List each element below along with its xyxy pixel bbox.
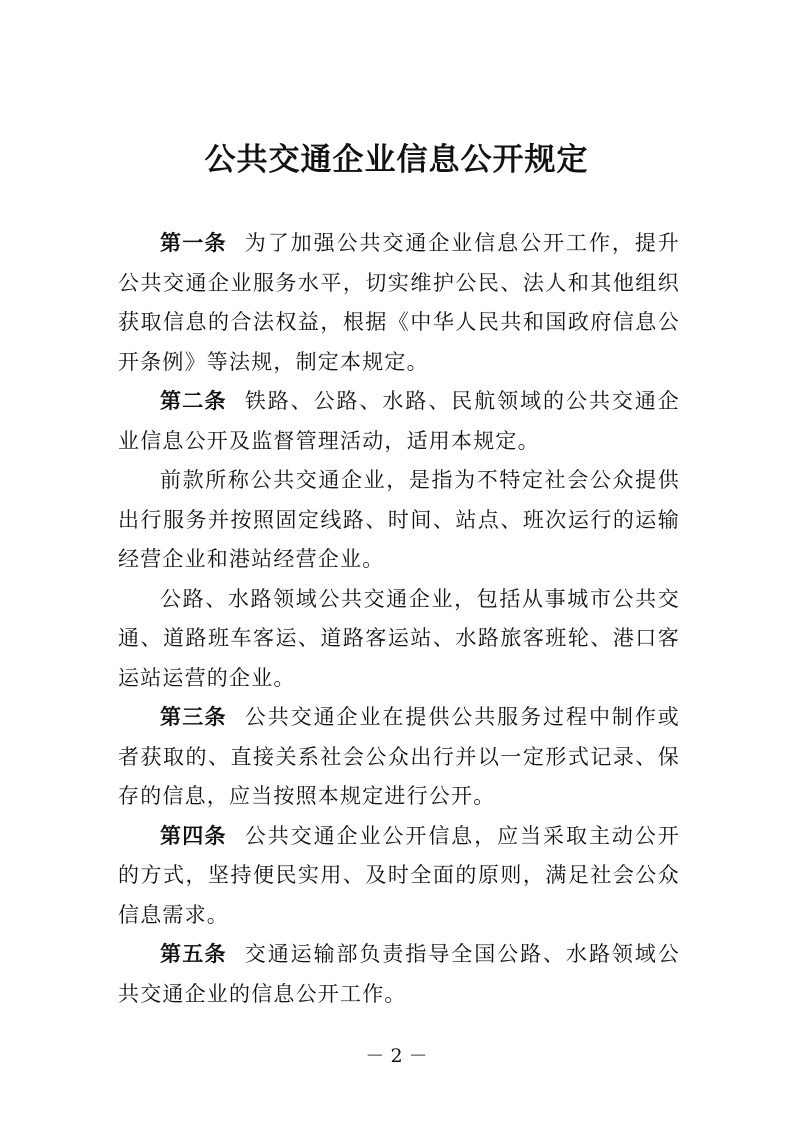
paragraph-text: 前款所称公共交通企业，是指为不特定社会公众提供出行服务并按照固定线路、时间、站点、班次运行的运输经营企业和港站经营企业。	[118, 468, 680, 571]
article-1-paragraph	[118, 224, 680, 382]
article-5-paragraph	[118, 935, 680, 1014]
article-text: 公共交通企业在提供公共服务过程中制作或者获取的、直接关系社会公众出行并以一定形式记录、保存的信息，应当按照本规定进行公开。	[118, 705, 680, 808]
article-text: 交通运输部负责指导全国公路、水路领域公共交通企业的信息公开工作。	[118, 942, 680, 1006]
paragraph-text: 公路、水路领域公共交通企业，包括从事城市公共交通、道路班车客运、道路客运站、水路旅客班轮、港口客运站运营的企业。	[118, 586, 680, 690]
article-number: 第一条	[160, 231, 227, 255]
document-body	[118, 224, 680, 1014]
page-number: － 2 －	[365, 1045, 428, 1067]
document-title: 公共交通企业信息公开规定	[204, 142, 589, 178]
article-2-clause-2-paragraph	[118, 461, 680, 580]
article-text: 公共交通企业公开信息，应当采取主动公开的方式，坚持便民实用、及时全面的原则，满足社会公众信息需求。	[118, 823, 680, 927]
article-number: 第二条	[160, 389, 227, 413]
article-text: 为了加强公共交通企业信息公开工作，提升公共交通企业服务水平，切实维护公民、法人和其他组织获取信息的合法权益，根据《中华人民共和国政府信息公开条例》等法规，制定本规定。	[118, 231, 680, 374]
article-4-paragraph	[118, 817, 680, 936]
article-number: 第五条	[160, 942, 227, 966]
article-text: 铁路、公路、水路、民航领域的公共交通企业信息公开及监督管理活动，适用本规定。	[118, 389, 680, 453]
article-2-clause-3-paragraph	[118, 580, 680, 699]
article-number: 第三条	[160, 705, 227, 729]
article-2-paragraph	[118, 382, 680, 461]
article-3-paragraph	[118, 698, 680, 817]
article-number: 第四条	[160, 823, 227, 848]
